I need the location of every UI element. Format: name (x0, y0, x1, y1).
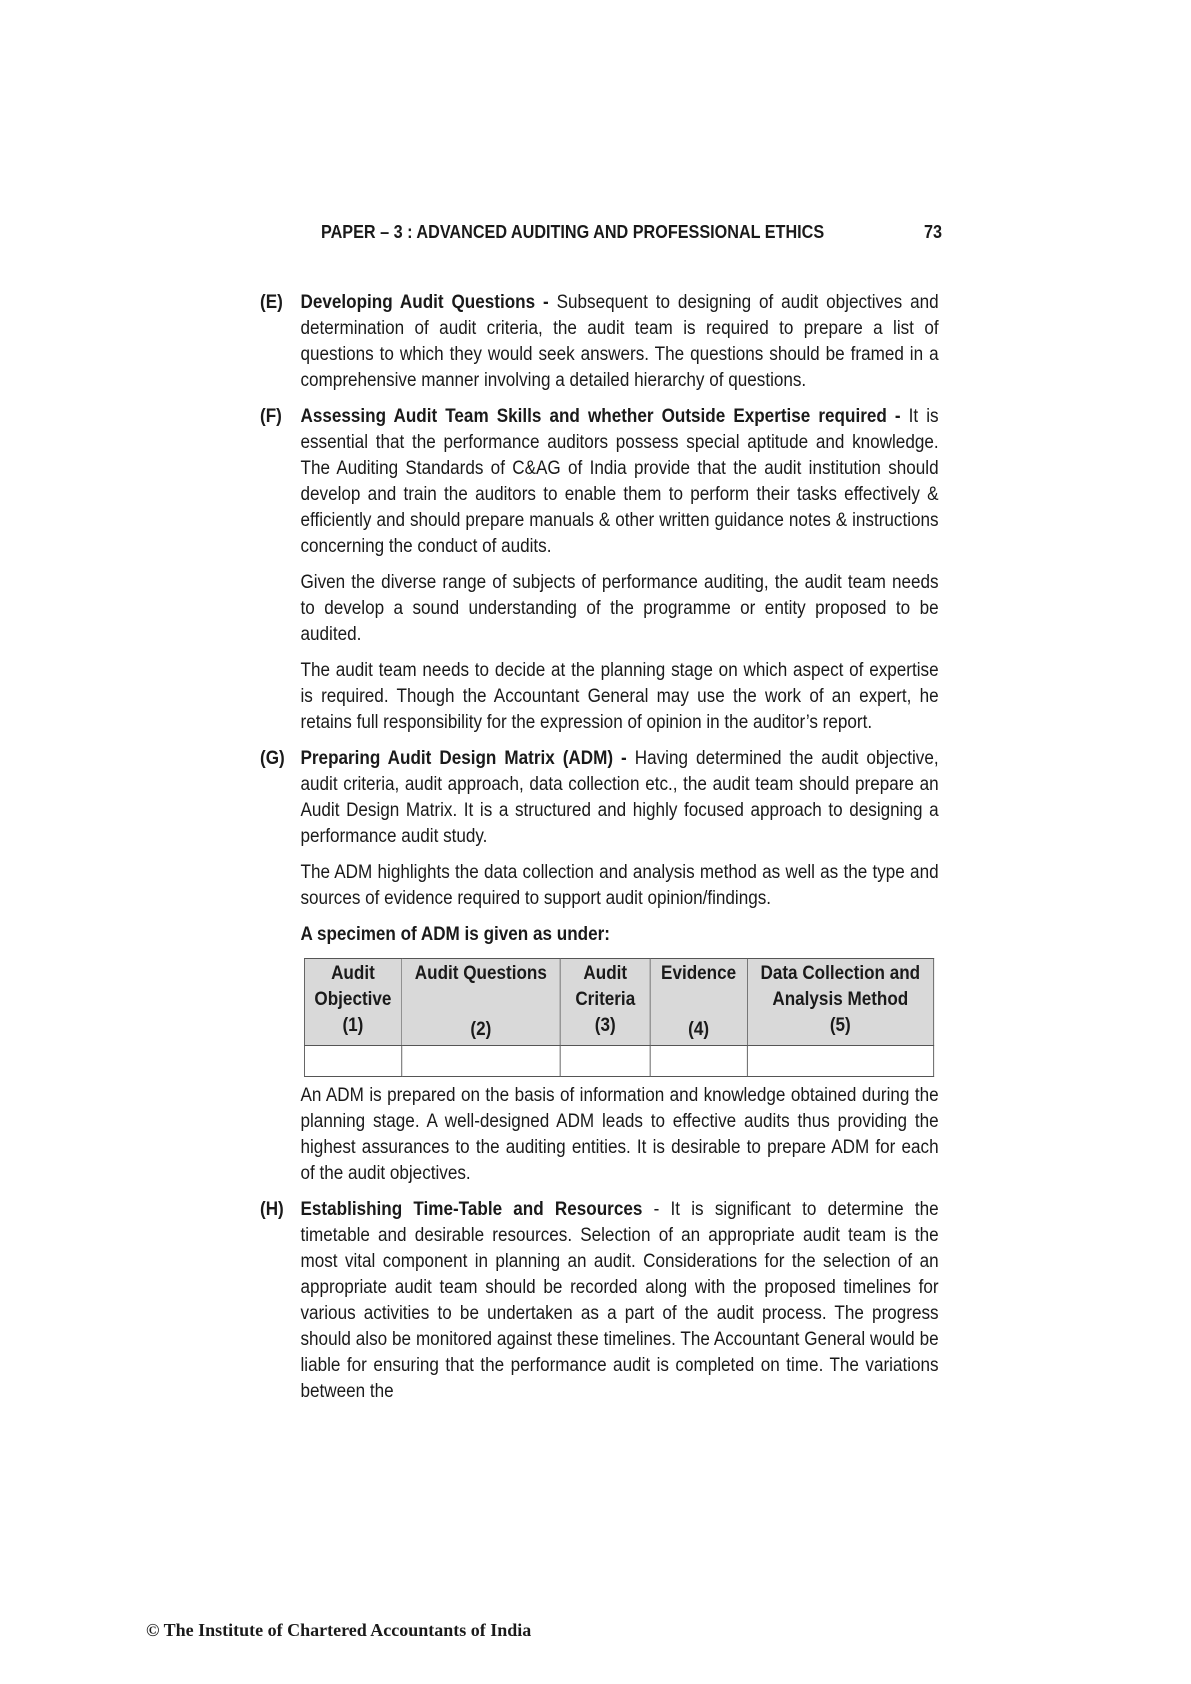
page-title: PAPER – 3 : ADVANCED AUDITING AND PROFESSIONAL ETHICS (321, 222, 825, 242)
column-title: Audit Objective (314, 963, 392, 1010)
column-title: Data Collection and Analysis Method (760, 963, 921, 1010)
adm-table (304, 958, 934, 1077)
section-heading: Developing Audit Questions - (300, 292, 549, 313)
paragraph-text: It is essential that the performance auditors possess special aptitude and knowledge. The Auditing Standards of C&AG of India provide that the audit institution should develop and train the auditors to enable them to perform their tasks effectively & efficiently and should prepare manuals & other written guidance notes & instructions concerning the conduct of audits. (300, 406, 939, 557)
section-e (260, 290, 939, 394)
paragraph-text: Subsequent to designing of audit objectives and determination of audit criteria, the audit team is required to prepare a list of questions to which they would seek answers. The questions should be framed in a comprehensive manner involving a detailed hierarchy of questions. (300, 292, 939, 391)
specimen-heading: A specimen of ADM is given as under: (300, 924, 610, 945)
page-header (321, 220, 942, 244)
section-label: (H) (260, 1199, 284, 1220)
table-cell (747, 1046, 934, 1077)
table-cell (305, 1046, 402, 1077)
table-cell (560, 1046, 650, 1077)
table-header-cell (401, 959, 560, 1046)
column-number: (3) (594, 1015, 616, 1036)
table-cell (650, 1046, 747, 1077)
table-row (305, 1046, 934, 1077)
paragraph-text: Having determined the audit objective, audit criteria, audit approach, data collection etc., the audit team should prepare an Audit Design Matrix. It is a structured and highly focused approach to designing a performance audit study. (300, 748, 939, 847)
section-heading: Preparing Audit Design Matrix (ADM) - (300, 748, 627, 769)
section-paragraph: An ADM is prepared on the basis of information and knowledge obtained during the planning stage. A well-designed ADM leads to effective audits thus providing the highest assurances to the auditing entities. It is desirable to prepare ADM for each of the audit objectives. (300, 1085, 939, 1184)
section-h (260, 1197, 939, 1405)
table-header-row (305, 959, 934, 1046)
section-heading: Assessing Audit Team Skills and whether Outside Expertise required - (300, 406, 901, 427)
table-header-cell (650, 959, 747, 1046)
column-title: Evidence (661, 963, 737, 984)
page-number: 73 (923, 222, 942, 242)
paragraph-text: - It is significant to determine the timetable and desirable resources. Selection of an appropriate audit team is the most vital component in planning an audit. Considerations for the selection of an appropriate audit team should be recorded along with the proposed timelines for various activities to be undertaken as a part of the audit process. The progress should also be monitored against these timelines. The Accountant General would be liable for ensuring that the performance audit is completed on time. The variations between the (300, 1199, 939, 1402)
column-number: (1) (342, 1015, 364, 1036)
table-header-cell (560, 959, 650, 1046)
section-paragraph: Given the diverse range of subjects of performance auditing, the audit team needs to develop a sound understanding of the programme or entity proposed to be audited. (300, 572, 939, 645)
section-paragraph (301, 746, 939, 850)
section-paragraph (301, 290, 939, 394)
section-paragraph (301, 404, 939, 560)
section-label: (E) (260, 292, 283, 313)
section-paragraph: The audit team needs to decide at the planning stage on which aspect of expertise is required. Though the Accountant General may use the work of an expert, he retains full responsibility for the expression of opinion in the auditor’s report. (300, 660, 939, 733)
section-paragraph: The ADM highlights the data collection and analysis method as well as the type and sources of evidence required to support audit opinion/findings. (300, 862, 939, 909)
section-paragraph (301, 1197, 939, 1405)
column-number: (2) (470, 1019, 492, 1040)
column-title: Audit Criteria (575, 963, 636, 1010)
table-header-cell (747, 959, 934, 1046)
column-number: (5) (829, 1015, 851, 1036)
table-cell (401, 1046, 560, 1077)
page-footer: © The Institute of Chartered Accountants of India (146, 1620, 532, 1640)
table-header-cell (305, 959, 402, 1046)
section-heading: Establishing Time-Table and Resources (300, 1199, 643, 1220)
section-label: (F) (260, 406, 282, 427)
column-title: Audit Questions (414, 963, 547, 984)
section-f (260, 404, 939, 736)
column-number: (4) (688, 1019, 710, 1040)
page-body (260, 290, 939, 1415)
section-label: (G) (260, 748, 285, 769)
section-g (260, 746, 939, 1187)
